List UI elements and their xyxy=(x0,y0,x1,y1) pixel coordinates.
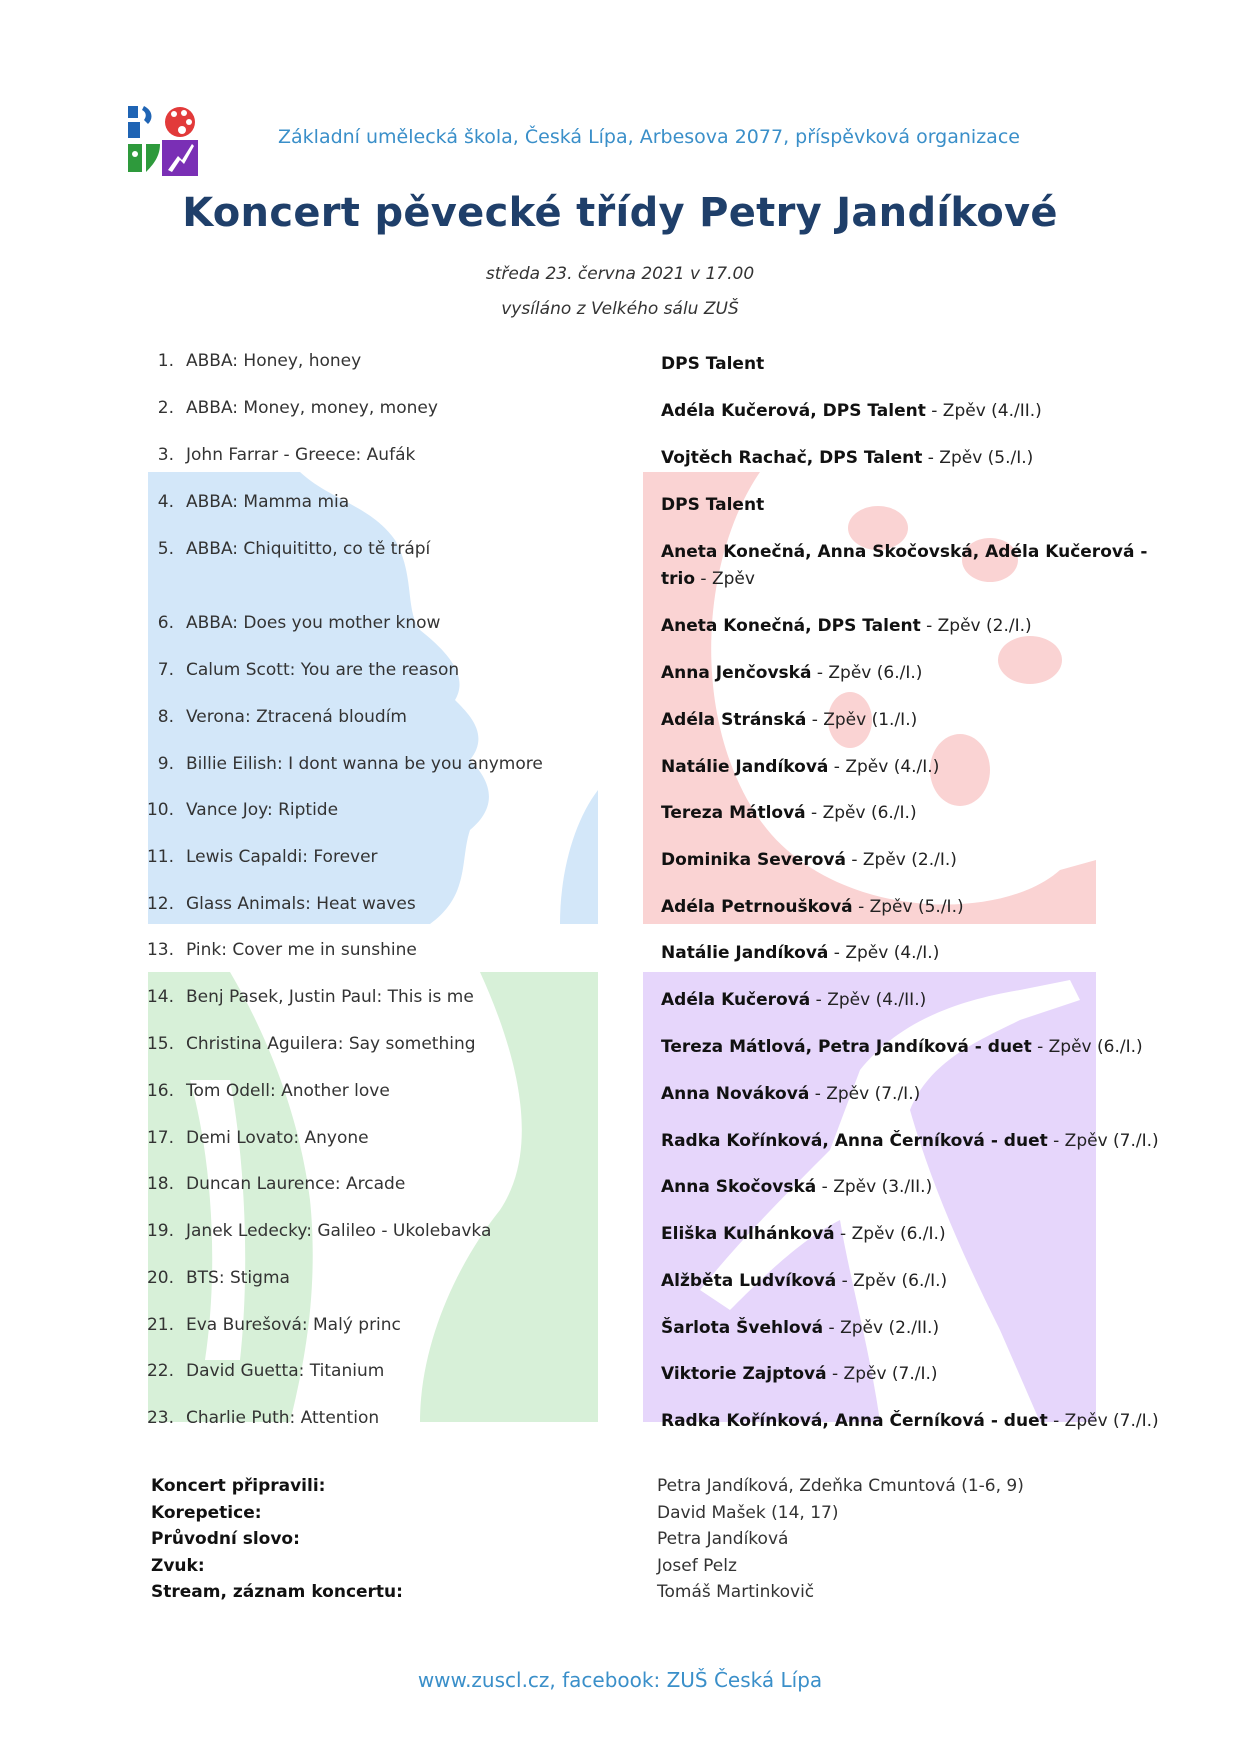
program-item-piece: ABBA: Chiquititto, co tě trápí xyxy=(186,539,431,559)
performer-instrument: - Zpěv (5./I.) xyxy=(922,448,1034,468)
performer-names: Anna Jenčovská xyxy=(661,663,812,683)
program-item-piece: Calum Scott: You are the reason xyxy=(186,660,460,680)
program-item-piece: Eva Burešová: Malý princ xyxy=(186,1315,401,1335)
program-item-piece: Vance Joy: Riptide xyxy=(186,800,339,820)
program-item-piece: Glass Animals: Heat waves xyxy=(186,894,416,914)
venue-line: vysíláno z Velkého sálu ZUŠ xyxy=(501,299,739,319)
program-item-performer xyxy=(661,1361,1161,1388)
program-item-piece: John Farrar - Greece: Aufák xyxy=(186,445,416,465)
program-item-piece: Tom Odell: Another love xyxy=(186,1081,390,1101)
program-item-number: 6. xyxy=(157,613,174,633)
program-item-performer xyxy=(661,539,1161,593)
program-item-performer xyxy=(661,1268,1161,1295)
program-item-number: 9. xyxy=(157,754,174,774)
credit-value: David Mašek (14, 17) xyxy=(657,1502,839,1523)
performer-instrument: - Zpěv (2./I.) xyxy=(920,616,1032,636)
program-item-number: 7. xyxy=(157,660,174,680)
program-item-number: 5. xyxy=(157,539,174,559)
performer-names: Adéla Stránská xyxy=(661,710,807,730)
performer-names: Aneta Konečná, Anna Skočovská, Adéla Kučerová - trio xyxy=(661,542,1148,589)
program-item-piece: Demi Lovato: Anyone xyxy=(186,1128,369,1148)
program-item-piece: Pink: Cover me in sunshine xyxy=(186,940,417,960)
program-item-performer xyxy=(661,707,1161,734)
program-item-number: 17. xyxy=(146,1128,174,1148)
program-item-performer xyxy=(661,987,1161,1014)
performer-instrument: - Zpěv xyxy=(695,569,755,589)
program-item-performer xyxy=(661,398,1161,425)
performer-instrument: - Zpěv (6./I.) xyxy=(834,1224,946,1244)
performer-names: Anna Skočovská xyxy=(661,1177,817,1197)
program-item-piece: Charlie Puth: Attention xyxy=(186,1408,380,1428)
performer-instrument: - Zpěv (1./I.) xyxy=(806,710,918,730)
logo-green-quadrant xyxy=(126,140,162,176)
program-item-piece: Christina Aguilera: Say something xyxy=(186,1034,476,1054)
performer-names: Adéla Kučerová xyxy=(661,990,811,1010)
program-item-performer xyxy=(661,492,1161,519)
logo-blue-quadrant xyxy=(126,104,162,140)
performer-instrument: - Zpěv (7./I.) xyxy=(826,1364,938,1384)
credit-label: Stream, záznam koncertu: xyxy=(151,1582,403,1602)
performer-names: Anna Nováková xyxy=(661,1084,810,1104)
performer-names: Adéla Petrnoušková xyxy=(661,897,853,917)
program-item-piece: Benj Pasek, Justin Paul: This is me xyxy=(186,987,474,1007)
program-item-performer xyxy=(661,1221,1161,1248)
performer-names: Viktorie Zajptová xyxy=(661,1364,827,1384)
logo-purple-quadrant xyxy=(162,140,198,176)
credit-label: Korepetice: xyxy=(151,1502,262,1523)
credit-label: Průvodní slovo: xyxy=(151,1529,300,1549)
credit-label: Koncert připravili: xyxy=(151,1476,326,1496)
performer-names: DPS Talent xyxy=(661,354,765,374)
program-item-performer xyxy=(661,940,1161,967)
performer-instrument: - Zpěv (3./II.) xyxy=(816,1177,933,1197)
performer-instrument: - Zpěv (6./I.) xyxy=(805,803,917,823)
credit-row xyxy=(0,1476,1240,1503)
credit-value: Petra Jandíková, Zdeňka Cmuntová (1-6, 9) xyxy=(657,1476,1024,1496)
credit-label: Zvuk: xyxy=(151,1555,205,1576)
performer-names: Vojtěch Rachač, DPS Talent xyxy=(661,448,923,468)
performer-instrument: - Zpěv (4./I.) xyxy=(828,757,940,777)
credit-row xyxy=(0,1503,1240,1530)
program-item-piece: ABBA: Honey, honey xyxy=(186,351,362,371)
performer-instrument: - Zpěv (7./I.) xyxy=(1047,1131,1159,1151)
page-title: Koncert pěvecké třídy Petry Jandíkové xyxy=(182,190,1058,236)
program-item-performer xyxy=(661,1034,1161,1061)
program-item-number: 10. xyxy=(146,800,174,820)
program-item-number: 15. xyxy=(146,1034,174,1054)
performer-instrument: - Zpěv (6./I.) xyxy=(1031,1037,1143,1057)
program-item-piece: ABBA: Money, money, money xyxy=(186,398,438,418)
program-item-performer xyxy=(661,894,1161,921)
credit-row xyxy=(0,1582,1240,1609)
performer-instrument: - Zpěv (4./I.) xyxy=(828,943,940,963)
program-item-piece: Billie Eilish: I dont wanna be you anymore xyxy=(186,754,543,774)
program-item-number: 20. xyxy=(146,1268,174,1288)
performer-names: Alžběta Ludvíková xyxy=(661,1271,837,1291)
credit-value: Petra Jandíková xyxy=(657,1529,789,1549)
program-item-performer xyxy=(661,1315,1161,1342)
performer-names: Radka Kořínková, Anna Černíková - duet xyxy=(661,1411,1048,1431)
performer-names: Aneta Konečná, DPS Talent xyxy=(661,616,921,636)
program-item-number: 8. xyxy=(157,707,174,727)
performer-names: Tereza Mátlová, Petra Jandíková - duet xyxy=(661,1037,1032,1057)
program-item-number: 3. xyxy=(157,445,174,465)
program-item-piece: Duncan Laurence: Arcade xyxy=(186,1174,406,1194)
performer-names: Tereza Mátlová xyxy=(661,803,806,823)
program-item-number: 13. xyxy=(146,940,174,960)
performer-instrument: - Zpěv (6./I.) xyxy=(836,1271,948,1291)
date-line: středa 23. června 2021 v 17.00 xyxy=(485,264,755,284)
program-item-number: 16. xyxy=(146,1081,174,1101)
program-item-number: 19. xyxy=(146,1221,174,1241)
program-item-number: 21. xyxy=(146,1315,174,1335)
school-name: Základní umělecká škola, Česká Lípa, Arbesova 2077, příspěvková organizace xyxy=(278,126,1020,148)
program-item-number: 12. xyxy=(146,894,174,914)
performer-names: Šarlota Švehlová xyxy=(661,1318,824,1338)
performer-instrument: - Zpěv (2./I.) xyxy=(845,850,957,870)
performer-instrument: - Zpěv (6./I.) xyxy=(811,663,923,683)
credit-value: Tomáš Martinkovič xyxy=(657,1582,815,1602)
program-item-piece: David Guetta: Titanium xyxy=(186,1361,385,1381)
program-item-piece: BTS: Stigma xyxy=(186,1268,290,1288)
performer-instrument: - Zpěv (2./II.) xyxy=(823,1318,940,1338)
program-item-number: 1. xyxy=(157,351,174,371)
program-item-performer xyxy=(661,1128,1161,1155)
performer-names: DPS Talent xyxy=(661,495,765,515)
performer-instrument: - Zpěv (7./I.) xyxy=(1047,1411,1159,1431)
program-item-number: 11. xyxy=(146,847,174,867)
program-item-performer xyxy=(661,800,1161,827)
performer-instrument: - Zpěv (4./II.) xyxy=(925,401,1042,421)
program-item-performer xyxy=(661,1081,1161,1108)
credit-row xyxy=(0,1529,1240,1556)
credit-value: Josef Pelz xyxy=(657,1555,737,1576)
performer-names: Natálie Jandíková xyxy=(661,943,829,963)
program-item-performer xyxy=(661,445,1161,472)
program-item-performer xyxy=(661,1408,1161,1435)
logo-red-quadrant xyxy=(162,104,198,140)
program-item-number: 14. xyxy=(146,987,174,1007)
credit-row xyxy=(0,1556,1240,1583)
program-item-performer xyxy=(661,1174,1161,1201)
program-item-piece: ABBA: Does you mother know xyxy=(186,613,441,633)
program-item-number: 4. xyxy=(157,492,174,512)
performer-names: Adéla Kučerová, DPS Talent xyxy=(661,401,926,421)
program-item-piece: Verona: Ztracená bloudím xyxy=(186,707,407,727)
program-item-piece: Janek Ledecky: Galileo - Ukolebavka xyxy=(186,1221,492,1241)
performer-names: Radka Kořínková, Anna Černíková - duet xyxy=(661,1131,1048,1151)
performer-names: Eliška Kulhánková xyxy=(661,1224,835,1244)
program-item-number: 18. xyxy=(146,1174,174,1194)
program-item-performer xyxy=(661,847,1161,874)
performer-instrument: - Zpěv (4./II.) xyxy=(810,990,927,1010)
program-item-number: 23. xyxy=(146,1408,174,1428)
program-item-piece: ABBA: Mamma mia xyxy=(186,492,350,512)
performer-instrument: - Zpěv (7./I.) xyxy=(809,1084,921,1104)
program-item-performer xyxy=(661,660,1161,687)
program-item-performer xyxy=(661,613,1161,640)
performer-instrument: - Zpěv (5./I.) xyxy=(852,897,964,917)
program-item-performer xyxy=(661,351,1161,378)
program-item-performer xyxy=(661,754,1161,781)
program-item-number: 2. xyxy=(157,398,174,418)
program-item-piece: Lewis Capaldi: Forever xyxy=(186,847,378,867)
footer-links[interactable]: www.zuscl.cz, facebook: ZUŠ Česká Lípa xyxy=(417,1668,823,1692)
performer-names: Dominika Severová xyxy=(661,850,846,870)
school-logo xyxy=(126,104,198,176)
program-item-number: 22. xyxy=(146,1361,174,1381)
performer-names: Natálie Jandíková xyxy=(661,757,829,777)
